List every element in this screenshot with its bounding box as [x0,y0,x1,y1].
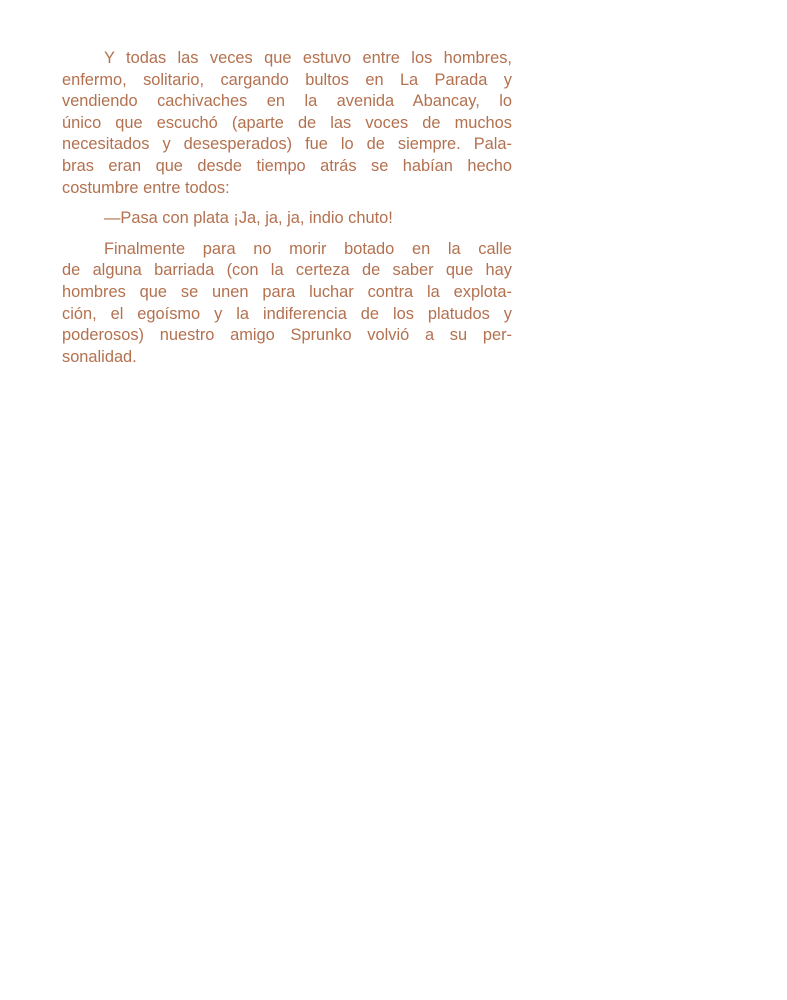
paragraph-1-line: vendiendo cachivaches en la avenida Abancay, lo [62,92,512,111]
paragraph-1-line: costumbre entre todos: [62,178,230,197]
paragraph-1-line: único que escuchó (aparte de las voces de muchos [62,113,512,132]
paragraph-1 [62,48,512,199]
dialogue-line: —Pasa con plata ¡Ja, ja, ja, indio chuto! [104,209,393,228]
paragraph-1-line: Y todas las veces que estuvo entre los hombres, [104,49,512,67]
paragraph-1-line: necesitados y desesperados) fue lo de siempre. Pala- [62,135,512,154]
paragraph-2-line: Finalmente para no morir botado en la calle [104,239,512,258]
paragraph-2-line: hombres que se unen para luchar contra la explota- [62,282,512,301]
text-block [62,48,512,368]
paragraph-2-line: sonalidad. [62,347,137,366]
dialogue [62,208,512,230]
paragraph-2-line: ción, el egoísmo y la indiferencia de los platudos y [62,304,512,323]
paragraph-2-line: poderosos) nuestro amigo Sprunko volvió a su per- [62,326,512,345]
paragraph-1-line: bras eran que desde tiempo atrás se habían hecho [62,156,512,175]
paragraph-1-line: enfermo, solitario, cargando bultos en La Parada y [62,70,512,89]
paragraph-2-line: de alguna barriada (con la certeza de saber que hay [62,261,512,280]
paragraph-2 [62,239,512,369]
